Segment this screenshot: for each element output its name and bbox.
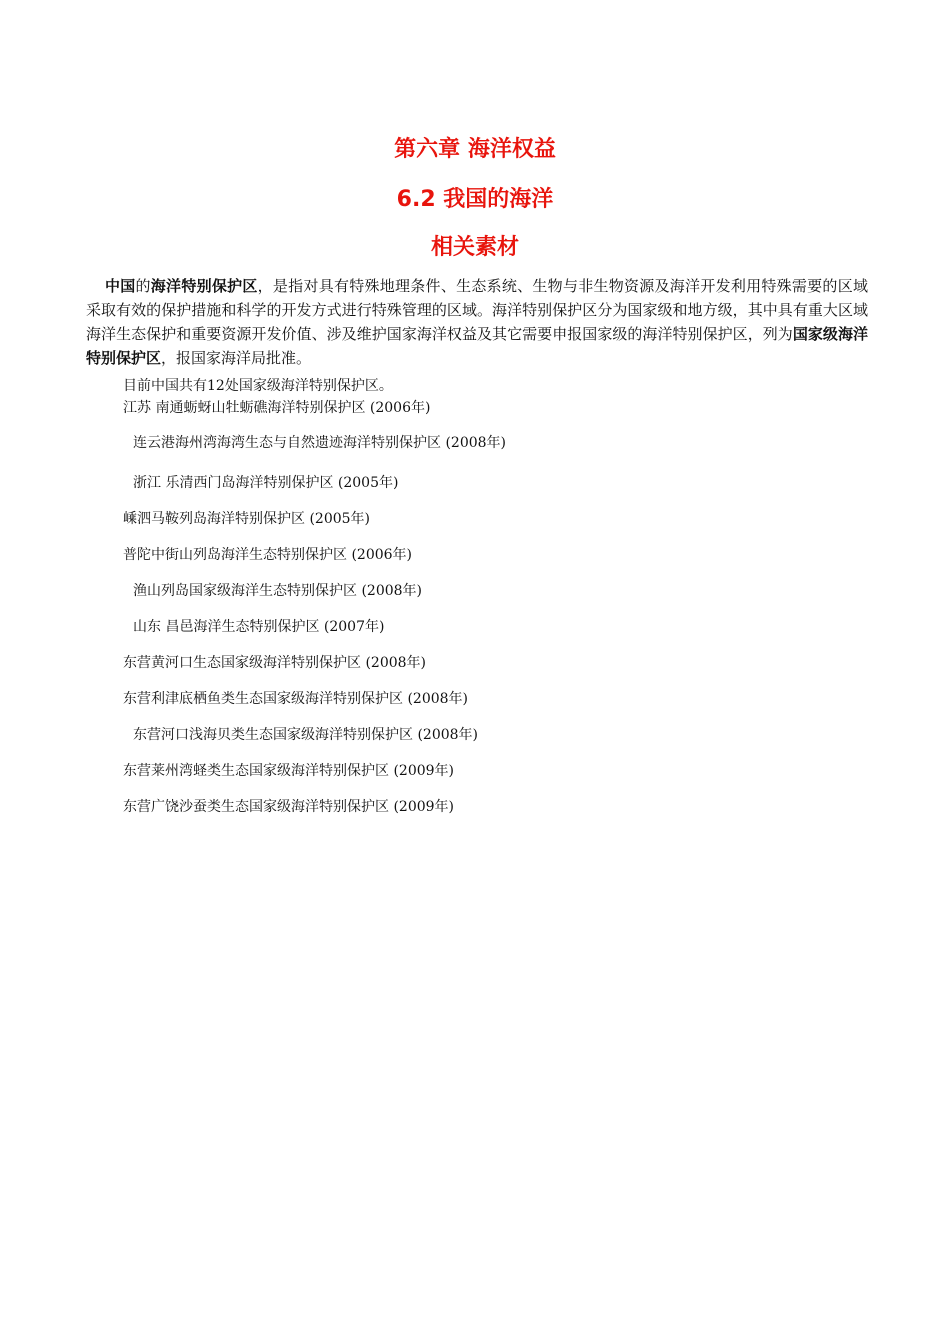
material-subtitle: 相关素材 (430, 235, 519, 260)
intro-bold-term: 海洋特别保护区 (150, 277, 258, 295)
list-item: 江苏 南通蛎蚜山牡蛎礁海洋特别保护区 (2006年) (123, 400, 431, 416)
chapter-title: 第六章 海洋权益 (394, 137, 556, 162)
list-item: 东营河口浅海贝类生态国家级海洋特别保护区 (2008年) (133, 727, 479, 743)
intro-bold-national: 国家级海洋特别保护区 (86, 325, 868, 367)
intro-text-de: 的 (135, 277, 151, 295)
intro-text-body: ，是指对具有特殊地理条件、生态系统、生物与非生物资源及海洋开发利用特殊需要的区域采取有效的保护措施和科学的开发方式进行特殊管理的区域。海洋特别保护区分为国家级和地方级，其中具有重大区域海洋生态保护和重要资源开发价值、涉及维护国家海洋权益及其它需要申报国家级的海洋特别保护区，列为 (86, 277, 868, 343)
list-item: 东营黄河口生态国家级海洋特别保护区 (2008年) (123, 655, 427, 671)
list-item: 普陀中街山列岛海洋生态特别保护区 (2006年) (123, 547, 413, 563)
list-item: 渔山列岛国家级海洋生态特别保护区 (2008年) (133, 583, 423, 599)
list-item: 浙江 乐清西门岛海洋特别保护区 (2005年) (133, 475, 399, 491)
list-item: 东营利津底栖鱼类生态国家级海洋特别保护区 (2008年) (123, 691, 469, 707)
list-item: 山东 昌邑海洋生态特别保护区 (2007年) (133, 619, 385, 635)
list-item: 东营莱州湾蛏类生态国家级海洋特别保护区 (2009年) (123, 763, 455, 779)
section-title: 6.2 我国的海洋 (396, 187, 554, 212)
list-item: 连云港海州湾海湾生态与自然遗迹海洋特别保护区 (2008年) (133, 435, 507, 451)
intro-text-end: ，报国家海洋局批准。 (161, 349, 312, 367)
intro-bold-china: 中国 (105, 277, 136, 295)
summary-line: 目前中国共有12处国家级海洋特别保护区。 (123, 378, 393, 394)
list-item: 嵊泗马鞍列岛海洋特别保护区 (2005年) (123, 511, 371, 527)
list-item: 东营广饶沙蚕类生态国家级海洋特别保护区 (2009年) (123, 799, 455, 815)
intro-paragraph (86, 274, 868, 370)
